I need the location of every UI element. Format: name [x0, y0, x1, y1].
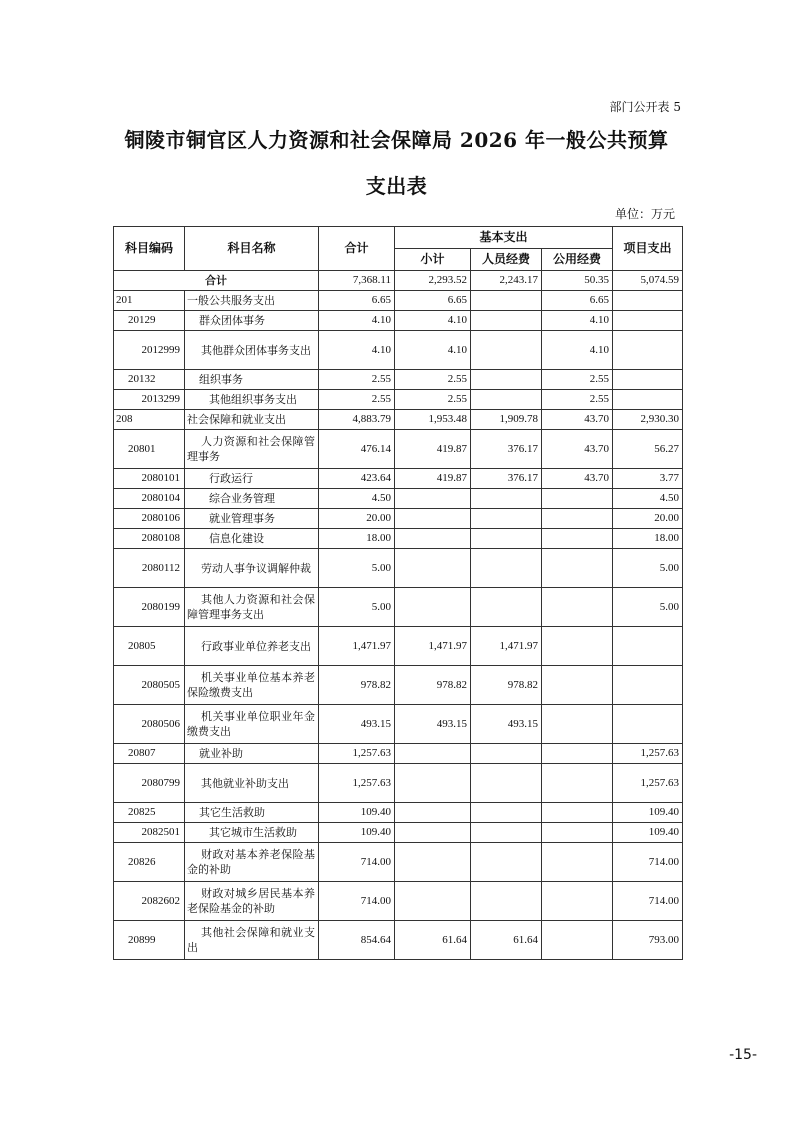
- row-total: 854.64: [319, 921, 395, 960]
- row-total: 18.00: [319, 529, 395, 549]
- row-subtotal: [395, 588, 471, 627]
- row-total: 4,883.79: [319, 410, 395, 430]
- row-code: 2080104: [114, 489, 185, 509]
- row-subtotal: [395, 764, 471, 803]
- row-subtotal: 2.55: [395, 390, 471, 410]
- row-total: 1,257.63: [319, 764, 395, 803]
- row-public: [542, 627, 613, 666]
- header-total: 合计: [319, 227, 395, 271]
- row-name: 其他社会保障和就业支出: [185, 921, 319, 960]
- row-personnel: [471, 764, 542, 803]
- row-subtotal: [395, 744, 471, 764]
- row-personnel: [471, 509, 542, 529]
- header-basic: 基本支出: [395, 227, 613, 249]
- row-personnel: 493.15: [471, 705, 542, 744]
- row-subtotal: 1,471.97: [395, 627, 471, 666]
- row-total: 493.15: [319, 705, 395, 744]
- row-project: 109.40: [613, 803, 683, 823]
- row-name: 其它城市生活救助: [185, 823, 319, 843]
- row-name: 机关事业单位基本养老保险缴费支出: [185, 666, 319, 705]
- header-project: 项目支出: [613, 227, 683, 271]
- row-total: 109.40: [319, 823, 395, 843]
- row-public: 43.70: [542, 469, 613, 489]
- row-personnel: [471, 311, 542, 331]
- row-public: [542, 823, 613, 843]
- table-row: [114, 331, 683, 370]
- row-project: [613, 627, 683, 666]
- row-name: 劳动人事争议调解仲裁: [185, 549, 319, 588]
- unit-label: 单位：万元: [614, 207, 675, 221]
- row-project: 20.00: [613, 509, 683, 529]
- table-row: [114, 803, 683, 823]
- row-public: 6.65: [542, 291, 613, 311]
- row-subtotal: 6.65: [395, 291, 471, 311]
- row-subtotal: 419.87: [395, 430, 471, 469]
- row-total: 2.55: [319, 370, 395, 390]
- table-row: [114, 705, 683, 744]
- row-subtotal: 419.87: [395, 469, 471, 489]
- row-project: 56.27: [613, 430, 683, 469]
- row-name: 其他人力资源和社会保障管理事务支出: [185, 588, 319, 627]
- row-code: 20825: [114, 803, 185, 823]
- table-row: [114, 882, 683, 921]
- row-subtotal: [395, 549, 471, 588]
- table-body: [114, 271, 683, 960]
- table-row: [114, 529, 683, 549]
- table-row: [114, 489, 683, 509]
- row-total: 5.00: [319, 588, 395, 627]
- row-total: 109.40: [319, 803, 395, 823]
- row-code: 20826: [114, 843, 185, 882]
- row-public: 2.55: [542, 390, 613, 410]
- row-code: 2012999: [114, 331, 185, 370]
- row-project: [613, 291, 683, 311]
- row-code: 20801: [114, 430, 185, 469]
- row-name: 财政对城乡居民基本养老保险基金的补助: [185, 882, 319, 921]
- row-name: 其他组织事务支出: [185, 390, 319, 410]
- header-name: 科目名称: [185, 227, 319, 271]
- row-total: 4.10: [319, 331, 395, 370]
- row-code: 201: [114, 291, 185, 311]
- row-subtotal: 493.15: [395, 705, 471, 744]
- row-project: [613, 666, 683, 705]
- row-subtotal: [395, 509, 471, 529]
- row-name: 财政对基本养老保险基金的补助: [185, 843, 319, 882]
- row-name: 综合业务管理: [185, 489, 319, 509]
- row-personnel: [471, 823, 542, 843]
- row-public: 43.70: [542, 430, 613, 469]
- row-code: 208: [114, 410, 185, 430]
- row-code: 2082602: [114, 882, 185, 921]
- row-project: 714.00: [613, 882, 683, 921]
- row-personnel: [471, 370, 542, 390]
- row-public: 4.10: [542, 331, 613, 370]
- row-code: 2080101: [114, 469, 185, 489]
- total-subtotal: 2,293.52: [395, 271, 471, 291]
- row-code: 2080506: [114, 705, 185, 744]
- row-name: 其它生活救助: [185, 803, 319, 823]
- row-personnel: 1,909.78: [471, 410, 542, 430]
- row-project: 18.00: [613, 529, 683, 549]
- header-public: 公用经费: [542, 249, 613, 271]
- table-row: [114, 291, 683, 311]
- row-total: 476.14: [319, 430, 395, 469]
- table-row: [114, 311, 683, 331]
- table-row: [114, 509, 683, 529]
- row-name: 其他就业补助支出: [185, 764, 319, 803]
- total-row: [114, 271, 683, 291]
- row-name: 社会保障和就业支出: [185, 410, 319, 430]
- row-name: 行政运行: [185, 469, 319, 489]
- row-project: [613, 331, 683, 370]
- row-project: 3.77: [613, 469, 683, 489]
- row-total: 714.00: [319, 882, 395, 921]
- row-total: 4.10: [319, 311, 395, 331]
- row-public: [542, 803, 613, 823]
- row-code: 2080199: [114, 588, 185, 627]
- row-public: [542, 529, 613, 549]
- row-personnel: 376.17: [471, 430, 542, 469]
- total-project: 5,074.59: [613, 271, 683, 291]
- row-code: 2013299: [114, 390, 185, 410]
- row-subtotal: 61.64: [395, 921, 471, 960]
- row-name: 人力资源和社会保障管理事务: [185, 430, 319, 469]
- row-subtotal: [395, 882, 471, 921]
- row-project: 1,257.63: [613, 744, 683, 764]
- table-row: [114, 588, 683, 627]
- row-code: 20132: [114, 370, 185, 390]
- row-personnel: 1,471.97: [471, 627, 542, 666]
- row-code: 20805: [114, 627, 185, 666]
- row-public: 4.10: [542, 311, 613, 331]
- row-personnel: [471, 843, 542, 882]
- row-subtotal: 1,953.48: [395, 410, 471, 430]
- row-personnel: [471, 803, 542, 823]
- row-code: 2080505: [114, 666, 185, 705]
- row-project: [613, 390, 683, 410]
- total-total: 7,368.11: [319, 271, 395, 291]
- row-total: 423.64: [319, 469, 395, 489]
- table-row: [114, 666, 683, 705]
- row-subtotal: [395, 823, 471, 843]
- table-row: [114, 390, 683, 410]
- row-personnel: 61.64: [471, 921, 542, 960]
- row-subtotal: 4.10: [395, 311, 471, 331]
- row-code: 2080106: [114, 509, 185, 529]
- row-code: 2080108: [114, 529, 185, 549]
- row-project: 714.00: [613, 843, 683, 882]
- row-public: [542, 666, 613, 705]
- row-public: [542, 509, 613, 529]
- row-public: [542, 921, 613, 960]
- row-name: 一般公共服务支出: [185, 291, 319, 311]
- row-public: [542, 588, 613, 627]
- row-code: 2080799: [114, 764, 185, 803]
- page-title-line2: 支出表: [365, 174, 428, 198]
- row-public: [542, 489, 613, 509]
- row-code: 2080112: [114, 549, 185, 588]
- page-title: 铜陵市铜官区人力资源和社会保障局 2026 年一般公共预算: [124, 128, 669, 152]
- row-total: 1,257.63: [319, 744, 395, 764]
- total-public: 50.35: [542, 271, 613, 291]
- row-total: 2.55: [319, 390, 395, 410]
- row-personnel: [471, 529, 542, 549]
- table-row: [114, 410, 683, 430]
- document-code: 部门公开表 5: [609, 100, 681, 114]
- row-name: 就业补助: [185, 744, 319, 764]
- table-row: [114, 921, 683, 960]
- row-project: [613, 705, 683, 744]
- row-project: [613, 370, 683, 390]
- header-subtotal: 小计: [395, 249, 471, 271]
- row-name: 其他群众团体事务支出: [185, 331, 319, 370]
- row-total: 20.00: [319, 509, 395, 529]
- row-personnel: [471, 882, 542, 921]
- row-name: 信息化建设: [185, 529, 319, 549]
- row-total: 978.82: [319, 666, 395, 705]
- table-row: [114, 823, 683, 843]
- row-name: 群众团体事务: [185, 311, 319, 331]
- row-personnel: [471, 331, 542, 370]
- row-subtotal: 978.82: [395, 666, 471, 705]
- row-project: 793.00: [613, 921, 683, 960]
- total-label: 合计: [114, 271, 319, 291]
- row-subtotal: 2.55: [395, 370, 471, 390]
- row-subtotal: [395, 843, 471, 882]
- total-personnel: 2,243.17: [471, 271, 542, 291]
- row-public: [542, 744, 613, 764]
- row-subtotal: 4.10: [395, 331, 471, 370]
- row-personnel: [471, 588, 542, 627]
- row-personnel: [471, 744, 542, 764]
- row-total: 6.65: [319, 291, 395, 311]
- row-public: [542, 705, 613, 744]
- row-project: 5.00: [613, 549, 683, 588]
- header-personnel: 人员经费: [471, 249, 542, 271]
- table-row: [114, 843, 683, 882]
- row-public: [542, 549, 613, 588]
- table-row: [114, 627, 683, 666]
- row-public: 2.55: [542, 370, 613, 390]
- header-code: 科目编码: [114, 227, 185, 271]
- row-personnel: 376.17: [471, 469, 542, 489]
- page-number: -15-: [729, 1047, 757, 1063]
- table-row: [114, 469, 683, 489]
- row-project: 2,930.30: [613, 410, 683, 430]
- row-subtotal: [395, 489, 471, 509]
- row-name: 行政事业单位养老支出: [185, 627, 319, 666]
- row-subtotal: [395, 529, 471, 549]
- row-name: 就业管理事务: [185, 509, 319, 529]
- budget-table: [113, 226, 683, 960]
- row-code: 20899: [114, 921, 185, 960]
- row-personnel: 978.82: [471, 666, 542, 705]
- row-subtotal: [395, 803, 471, 823]
- table-row: [114, 370, 683, 390]
- row-total: 714.00: [319, 843, 395, 882]
- row-public: 43.70: [542, 410, 613, 430]
- row-total: 5.00: [319, 549, 395, 588]
- row-project: 4.50: [613, 489, 683, 509]
- row-project: 5.00: [613, 588, 683, 627]
- table-row: [114, 764, 683, 803]
- row-code: 20807: [114, 744, 185, 764]
- table-row: [114, 430, 683, 469]
- row-code: 2082501: [114, 823, 185, 843]
- row-total: 1,471.97: [319, 627, 395, 666]
- table-row: [114, 549, 683, 588]
- row-total: 4.50: [319, 489, 395, 509]
- row-personnel: [471, 390, 542, 410]
- row-public: [542, 843, 613, 882]
- row-code: 20129: [114, 311, 185, 331]
- row-personnel: [471, 549, 542, 588]
- row-name: 机关事业单位职业年金缴费支出: [185, 705, 319, 744]
- table-row: [114, 744, 683, 764]
- row-personnel: [471, 291, 542, 311]
- row-public: [542, 882, 613, 921]
- row-public: [542, 764, 613, 803]
- row-project: 1,257.63: [613, 764, 683, 803]
- row-name: 组织事务: [185, 370, 319, 390]
- row-personnel: [471, 489, 542, 509]
- row-project: [613, 311, 683, 331]
- row-project: 109.40: [613, 823, 683, 843]
